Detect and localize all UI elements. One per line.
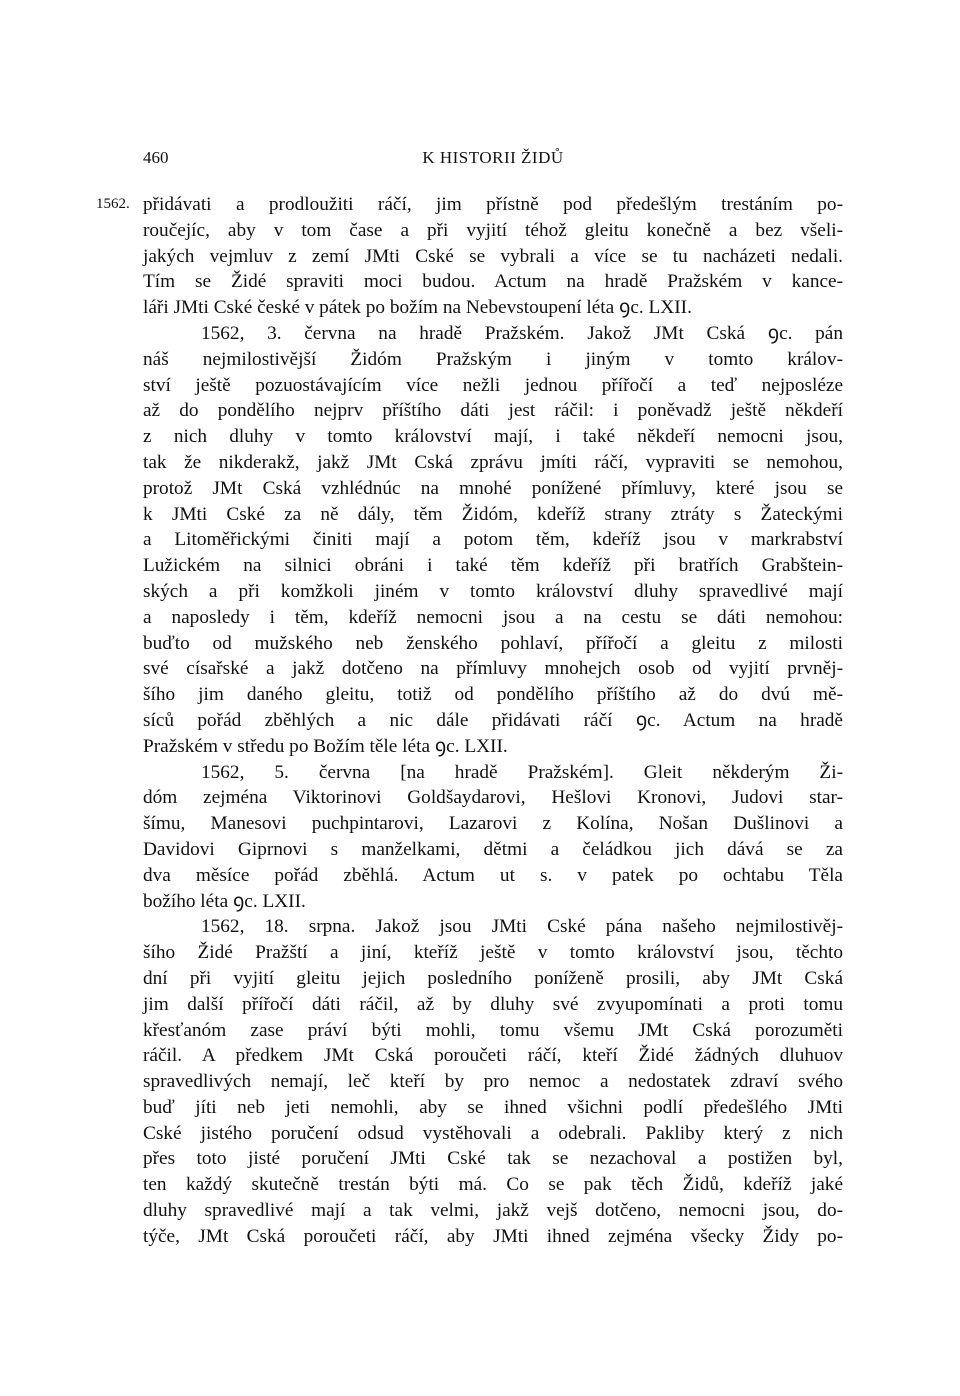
- running-head: K HISTORII ŽIDŮ: [422, 148, 564, 167]
- text-line: šímu, Manesovi puchpintarovi, Lazarovi z Kolína, Nošan Dušlinovi a: [143, 813, 843, 835]
- text-line: jakých vejmluv z zemí JMti Cské se vybrali a více se tu nacházeti nedali.: [143, 245, 843, 267]
- text-line: síců pořád zběhlých a nic dále přidávati ráčí ꝯc. Actum na hradě: [143, 709, 843, 731]
- text-line: Tím se Židé spraviti moci budou. Actum na hradě Pražském v kance-: [143, 271, 843, 293]
- text-line: a Litoměřickými činiti mají a potom těm, kdeříž jsou v markrabství: [143, 529, 843, 551]
- text-line: a naposledy i těm, kdeříž nemocni jsou a na cestu se dáti nemohou:: [143, 606, 843, 628]
- text-line: dní při vyjití gleitu jejich posledního poníženě prosili, aby JMt Cská: [143, 967, 843, 989]
- text-line: Pražském v středu po Božím těle léta ꝯc. LXII.: [143, 735, 508, 757]
- text-line: ských a při komžkoli jiném v tomto království dluhy spravedlivé mají: [143, 580, 843, 602]
- text-line: křesťanóm zase práví býti mohli, tomu všemu JMt Cská porozuměti: [143, 1019, 843, 1041]
- text-line: k JMti Cské za ně dály, těm Židóm, kdeříž strany ztráty s Žateckými: [143, 503, 843, 525]
- page-number: 460: [143, 148, 169, 167]
- text-line: ráčil. A předkem JMt Cská poroučeti ráčí, kteří Židé žádných dluhuov: [143, 1045, 843, 1067]
- text-line: jim další přířočí dáti ráčil, až by dluhy své zvyupomínati a proti tomu: [143, 993, 843, 1015]
- text-line: dluhy spravedlivé mají a tak velmi, jakž vejš dotčeno, nemocni jsou, do-: [143, 1200, 843, 1222]
- body-text: [143, 192, 843, 1250]
- text-line: ství ještě pozuostávajícím více nežli jednou přířočí a teď nejposléze: [143, 374, 843, 396]
- text-line: láři JMti Cské české v pátek po božím na Nebevstoupení léta ꝯc. LXII.: [143, 297, 692, 319]
- text-line: až do pondělího nejprv příštího dáti jest ráčil: i poněvadž ještě někdeří: [143, 400, 843, 422]
- text-line: Davidovi Giprnovi s manželkami, dětmi a čeládkou jich dává se za: [143, 838, 843, 860]
- text-line: protož JMt Cská vzhlédnúc na mnohé ponížené přímluvy, které jsou se: [143, 477, 843, 499]
- text-line: 1562, 3. června na hradě Pražském. Jakož JMt Cská ꝯc. pán: [201, 322, 843, 344]
- text-line: přes toto jisté poručení JMti Cské tak se nezachoval a postižen byl,: [143, 1148, 843, 1170]
- margin-year: 1562.: [96, 196, 130, 212]
- text-line: 1562, 18. srpna. Jakož jsou JMti Cské pána našeho nejmilostivěj-: [201, 916, 843, 938]
- text-line: náš nejmilostivější Židóm Pražským i jiným v tomto králov-: [143, 348, 843, 370]
- text-line: Lužickém na silnici obráni i také těm kdeříž při bratřích Grabštein-: [143, 555, 843, 577]
- text-line: roučejíc, aby v tom čase a při vyjití téhož gleitu konečně a bez všeli-: [143, 219, 843, 241]
- text-line: buď jíti neb jeti nemohli, aby se ihned všichni podlí předešlého JMti: [143, 1096, 843, 1118]
- page-header: [143, 148, 843, 170]
- text-line: spravedlivých nemají, leč kteří by pro nemoc a nedostatek zdraví svého: [143, 1071, 843, 1093]
- text-line: Cské jistého poručení odsud vystěhovali a odebrali. Pakliby který z nich: [143, 1122, 843, 1144]
- text-line: své císařské a jakž dotčeno na přímluvy mnohejch osob od vyjití prvněj-: [143, 658, 843, 680]
- text-line: tak že nikderakž, jakž JMt Cská zprávu jmíti ráčí, vypraviti se nemohou,: [143, 451, 843, 473]
- text-line: buďto od mužského neb ženského pohlaví, přířočí a gleitu z milosti: [143, 632, 843, 654]
- text-line: dva měsíce pořád zběhlá. Actum ut s. v patek po ochtabu Těla: [143, 864, 843, 886]
- text-line: ten každý skutečně trestán býti má. Co se pak těch Židů, kdeříž jaké: [143, 1174, 843, 1196]
- text-line: týče, JMt Cská poroučeti ráčí, aby JMti ihned zejména všecky Židy po-: [143, 1225, 843, 1247]
- text-line: z nich dluhy v tomto království mají, i také někdeří nemocni jsou,: [143, 426, 843, 448]
- text-line: 1562, 5. června [na hradě Pražském]. Gleit někderým Ži-: [201, 761, 843, 783]
- text-line: šího jim daného gleitu, totiž od pondělího příštího až do dvú mě-: [143, 684, 843, 706]
- text-line: šího Židé Pražští a jiní, kteříž ještě v tomto království jsou, těchto: [143, 942, 843, 964]
- text-line: božího léta ꝯc. LXII.: [143, 890, 306, 912]
- text-line: dóm zejména Viktorinovi Goldšaydarovi, Hešlovi Kronovi, Judovi star-: [143, 787, 843, 809]
- text-line: přidávati a prodloužiti ráčí, jim přístně pod předešlým trestáním po-: [143, 194, 843, 215]
